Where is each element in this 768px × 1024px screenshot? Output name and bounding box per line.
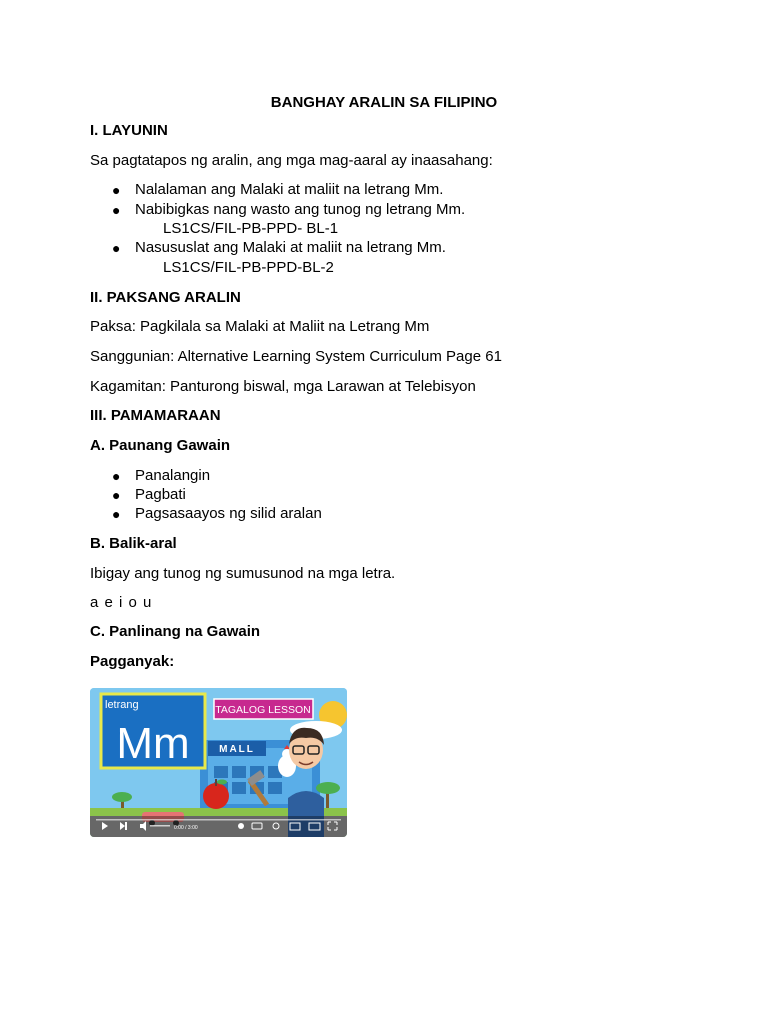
letrang-label: letrang [105, 699, 139, 711]
objective-2: Nabibigkas nang wasto ang tunog ng letrang Mm. [135, 201, 466, 218]
paksa-text: Paksa: Pagkilala sa Malaki at Maliit na Letrang Mm [90, 318, 430, 335]
lesson-video-thumbnail[interactable] [90, 688, 347, 837]
bullet-icon: ● [112, 240, 121, 256]
subheading-panlinang: C. Panlinang na Gawain [90, 623, 261, 640]
bullet-icon: ● [112, 182, 121, 198]
autoplay-toggle-icon [238, 823, 244, 829]
section-heading-paksang-aralin: II. PAKSANG ARALIN [90, 289, 241, 306]
progress-track [96, 819, 341, 821]
objective-2-code: LS1CS/FIL-PB-PPD- BL-1 [163, 220, 339, 237]
objective-1: Nalalaman ang Malaki at maliit na letrang Mm. [135, 181, 444, 198]
mall-sign-text: MALL [219, 744, 255, 755]
balik-aral-letters: a e i o u [90, 594, 153, 611]
bullet-icon: ● [112, 202, 121, 218]
pagganyak-label: Pagganyak: [90, 653, 175, 670]
bullet-icon: ● [112, 506, 121, 522]
section-heading-layunin: I. LAYUNIN [90, 122, 168, 139]
bullet-icon: ● [112, 468, 121, 484]
kagamitan-text: Kagamitan: Panturong biswal, mga Larawan at Telebisyon [90, 378, 476, 395]
svg-text:0:00 / 3:00: 0:00 / 3:00 [174, 825, 198, 831]
paunang-gawain-item-1: Panalangin [135, 467, 211, 484]
document-title: BANGHAY ARALIN SA FILIPINO [270, 94, 498, 111]
bullet-icon: ● [112, 487, 121, 503]
balik-aral-text: Ibigay ang tunog ng sumusunod na mga letra. [90, 565, 396, 582]
banner-text: TAGALOG LESSON [215, 704, 311, 716]
section-heading-pamamaraan: III. PAMAMARAAN [90, 407, 221, 424]
paunang-gawain-item-2: Pagbati [135, 486, 186, 503]
layunin-intro: Sa pagtatapos ng aralin, ang mga mag-aaral ay inaasahang: [90, 152, 493, 169]
letter-mm-text: Mm [116, 719, 190, 768]
subheading-balik-aral: B. Balik-aral [90, 535, 177, 552]
subheading-paunang-gawain: A. Paunang Gawain [90, 437, 231, 454]
objective-3-code: LS1CS/FIL-PB-PPD-BL-2 [163, 259, 334, 276]
paunang-gawain-item-3: Pagsasaayos ng silid aralan [135, 505, 322, 522]
sanggunian-text: Sanggunian: Alternative Learning System Curriculum Page 61 [90, 348, 502, 365]
video-scene [90, 688, 347, 837]
objective-3: Nasususlat ang Malaki at maliit na letrang Mm. [135, 239, 446, 256]
